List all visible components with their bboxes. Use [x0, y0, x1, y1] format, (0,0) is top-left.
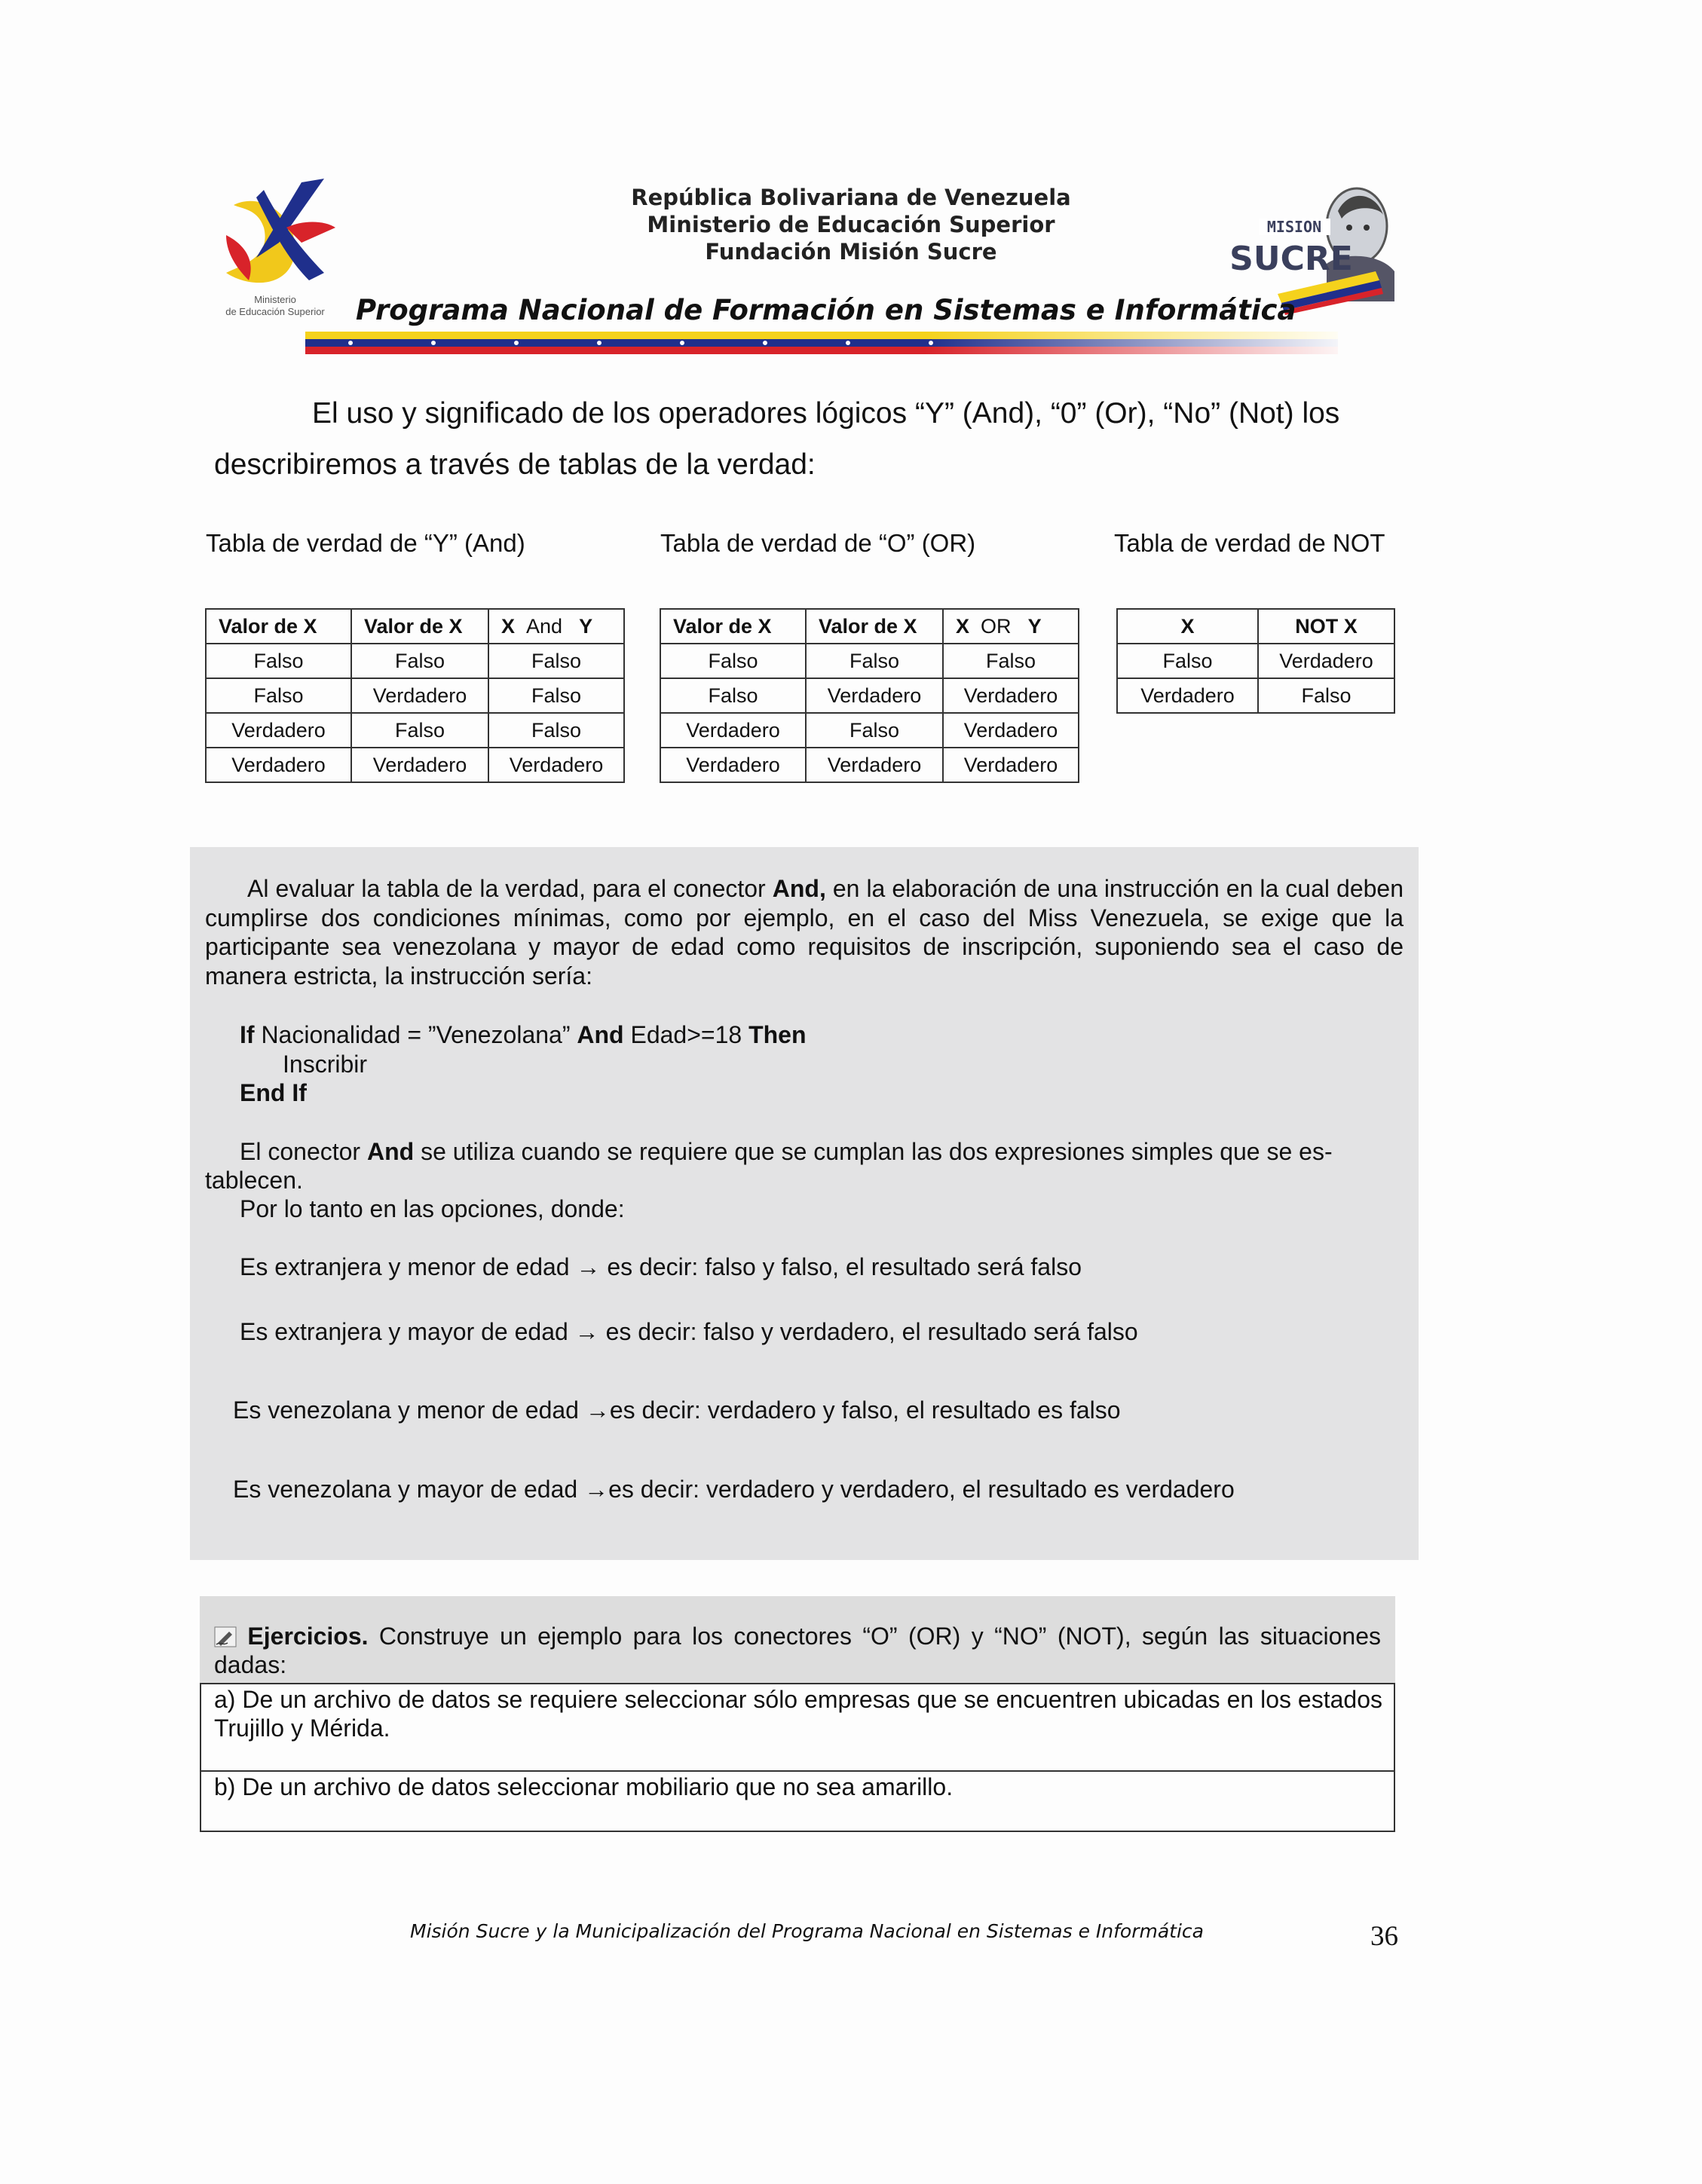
- table-row: [1117, 644, 1394, 678]
- code-endif-line: End If: [240, 1079, 307, 1106]
- header-cell: Valor de X: [351, 609, 488, 644]
- table-row: [660, 644, 1079, 678]
- case-3: Es venezolana y menor de edad →es decir: verdadero y falso, el resultado es falso: [233, 1396, 1121, 1424]
- table-row: [206, 713, 624, 748]
- table-cell: Verdadero: [943, 748, 1079, 782]
- intro-paragraph: [214, 388, 1405, 491]
- header-line-2: Ministerio de Educación Superior: [647, 212, 1055, 237]
- table-cell: Verdadero: [206, 713, 351, 748]
- table-header-row: [1117, 609, 1394, 644]
- header-cell: Valor de X: [206, 609, 351, 644]
- table-cell: Falso: [206, 644, 351, 678]
- svg-text:de Educación Superior: de Educación Superior: [225, 306, 325, 317]
- exercise-b: b) De un archivo de datos seleccionar mobiliario que no sea amarillo.: [214, 1773, 954, 1800]
- exercises-intro: [214, 1622, 1381, 1679]
- code-if-line: If Nacionalidad = ”Venezolana” And Edad>=18 Then: [240, 1021, 807, 1048]
- intro-line-1: El uso y significado de los operadores lógicos “Y” (And), “0” (Or), “No” (Not) los: [312, 397, 1340, 430]
- exercises-intro-text: Construye un ejemplo para los conectores “O” (OR) y “NO” (NOT), según las situaciones dadas:: [214, 1623, 1382, 1678]
- table-row: [660, 713, 1079, 748]
- table-cell: Verdadero: [660, 713, 806, 748]
- table-cell: Verdadero: [1117, 678, 1258, 713]
- pencil-writing-icon: [214, 1625, 237, 1646]
- case-1: Es extranjera y menor de edad → es decir: falso y falso, el resultado será falso: [240, 1253, 1082, 1280]
- flag-stripe: [305, 332, 1338, 354]
- table-cell: Falso: [351, 713, 488, 748]
- table-cell: Verdadero: [206, 748, 351, 782]
- not-truth-table: [1116, 608, 1395, 714]
- table-cell: Falso: [351, 644, 488, 678]
- case-2: Es extranjera y mayor de edad → es decir: falso y verdadero, el resultado será falso: [240, 1318, 1138, 1345]
- exercises-title: Ejercicios.: [247, 1623, 369, 1650]
- table-cell: Falso: [488, 678, 624, 713]
- table-row: [1117, 678, 1394, 713]
- table-cell: Verdadero: [351, 748, 488, 782]
- header-cell: X: [1117, 609, 1258, 644]
- or-table-caption: Tabla de verdad de “O” (OR): [660, 529, 976, 557]
- header-cell: Valor de X: [660, 609, 806, 644]
- page-footer: Misión Sucre y la Municipalización del Programa Nacional en Sistemas e Informática: [410, 1920, 1204, 1942]
- header-line-3: Fundación Misión Sucre: [705, 239, 997, 265]
- table-cell: Verdadero: [351, 678, 488, 713]
- conector-line: El conector And se utiliza cuando se requiere que se cumplan las dos expresiones simples que se es-: [240, 1138, 1333, 1165]
- table-cell: Falso: [488, 644, 624, 678]
- table-cell: Verdadero: [806, 748, 943, 782]
- header-line-1: República Bolivariana de Venezuela: [631, 185, 1071, 210]
- table-header-row: [206, 609, 624, 644]
- svg-text:MISION: MISION: [1266, 218, 1322, 236]
- intro-line-2: describiremos a través de tablas de la verdad:: [214, 448, 816, 481]
- table-cell: Falso: [206, 678, 351, 713]
- table-cell: Falso: [488, 713, 624, 748]
- and-table-caption: Tabla de verdad de “Y” (And): [206, 529, 525, 557]
- table-cell: Verdadero: [806, 678, 943, 713]
- table-cell: Falso: [660, 644, 806, 678]
- table-row: [660, 748, 1079, 782]
- table-cell: Verdadero: [943, 713, 1079, 748]
- table-cell: Verdadero: [488, 748, 624, 782]
- table-header-row: [660, 609, 1079, 644]
- header-cell: X And Y: [488, 609, 624, 644]
- table-cell: Falso: [660, 678, 806, 713]
- program-title: Programa Nacional de Formación en Sistemas e Informática: [356, 294, 1296, 326]
- conector-line-2: tablecen.: [205, 1167, 303, 1194]
- table-cell: Verdadero: [943, 678, 1079, 713]
- table-cell: Verdadero: [1258, 644, 1394, 678]
- table-row: [660, 678, 1079, 713]
- table-row: [206, 748, 624, 782]
- svg-text:SUCRE: SUCRE: [1229, 240, 1353, 278]
- por-lo-tanto-line: Por lo tanto en las opciones, donde:: [240, 1195, 625, 1222]
- exercise-a: a) De un archivo de datos se requiere seleccionar sólo empresas que se encuentren ubicadas en los estados Trujillo y Mérida.: [214, 1686, 1382, 1742]
- table-cell: Falso: [806, 644, 943, 678]
- svg-text:Ministerio: Ministerio: [254, 294, 296, 305]
- case-4: Es venezolana y mayor de edad →es decir: verdadero y verdadero, el resultado es verdadero: [233, 1476, 1235, 1503]
- explanation-paragraph: Al evaluar la tabla de la verdad, para el conector And, en la elaboración de una instrucción en la cual deben cumplirse dos condiciones mínimas, como por ejemplo, en el caso del Miss Venezuela, se exige que la participante sea venezolana y mayor de edad como requisitos de inscripción, suponiendo sea el caso de manera estricta, la instrucción sería:: [205, 875, 1404, 990]
- table-cell: Falso: [806, 713, 943, 748]
- table-row: [206, 644, 624, 678]
- and-truth-table: [205, 608, 625, 783]
- table-cell: Verdadero: [660, 748, 806, 782]
- header-cell: Valor de X: [806, 609, 943, 644]
- page-number: 36: [1370, 1921, 1398, 1952]
- header-cell: NOT X: [1258, 609, 1394, 644]
- or-truth-table: [660, 608, 1079, 783]
- header-cell: X OR Y: [943, 609, 1079, 644]
- table-cell: Falso: [943, 644, 1079, 678]
- not-table-caption: Tabla de verdad de NOT: [1114, 529, 1385, 557]
- table-row: [206, 678, 624, 713]
- table-cell: Falso: [1258, 678, 1394, 713]
- code-inscribir-line: Inscribir: [283, 1051, 368, 1078]
- table-cell: Falso: [1117, 644, 1258, 678]
